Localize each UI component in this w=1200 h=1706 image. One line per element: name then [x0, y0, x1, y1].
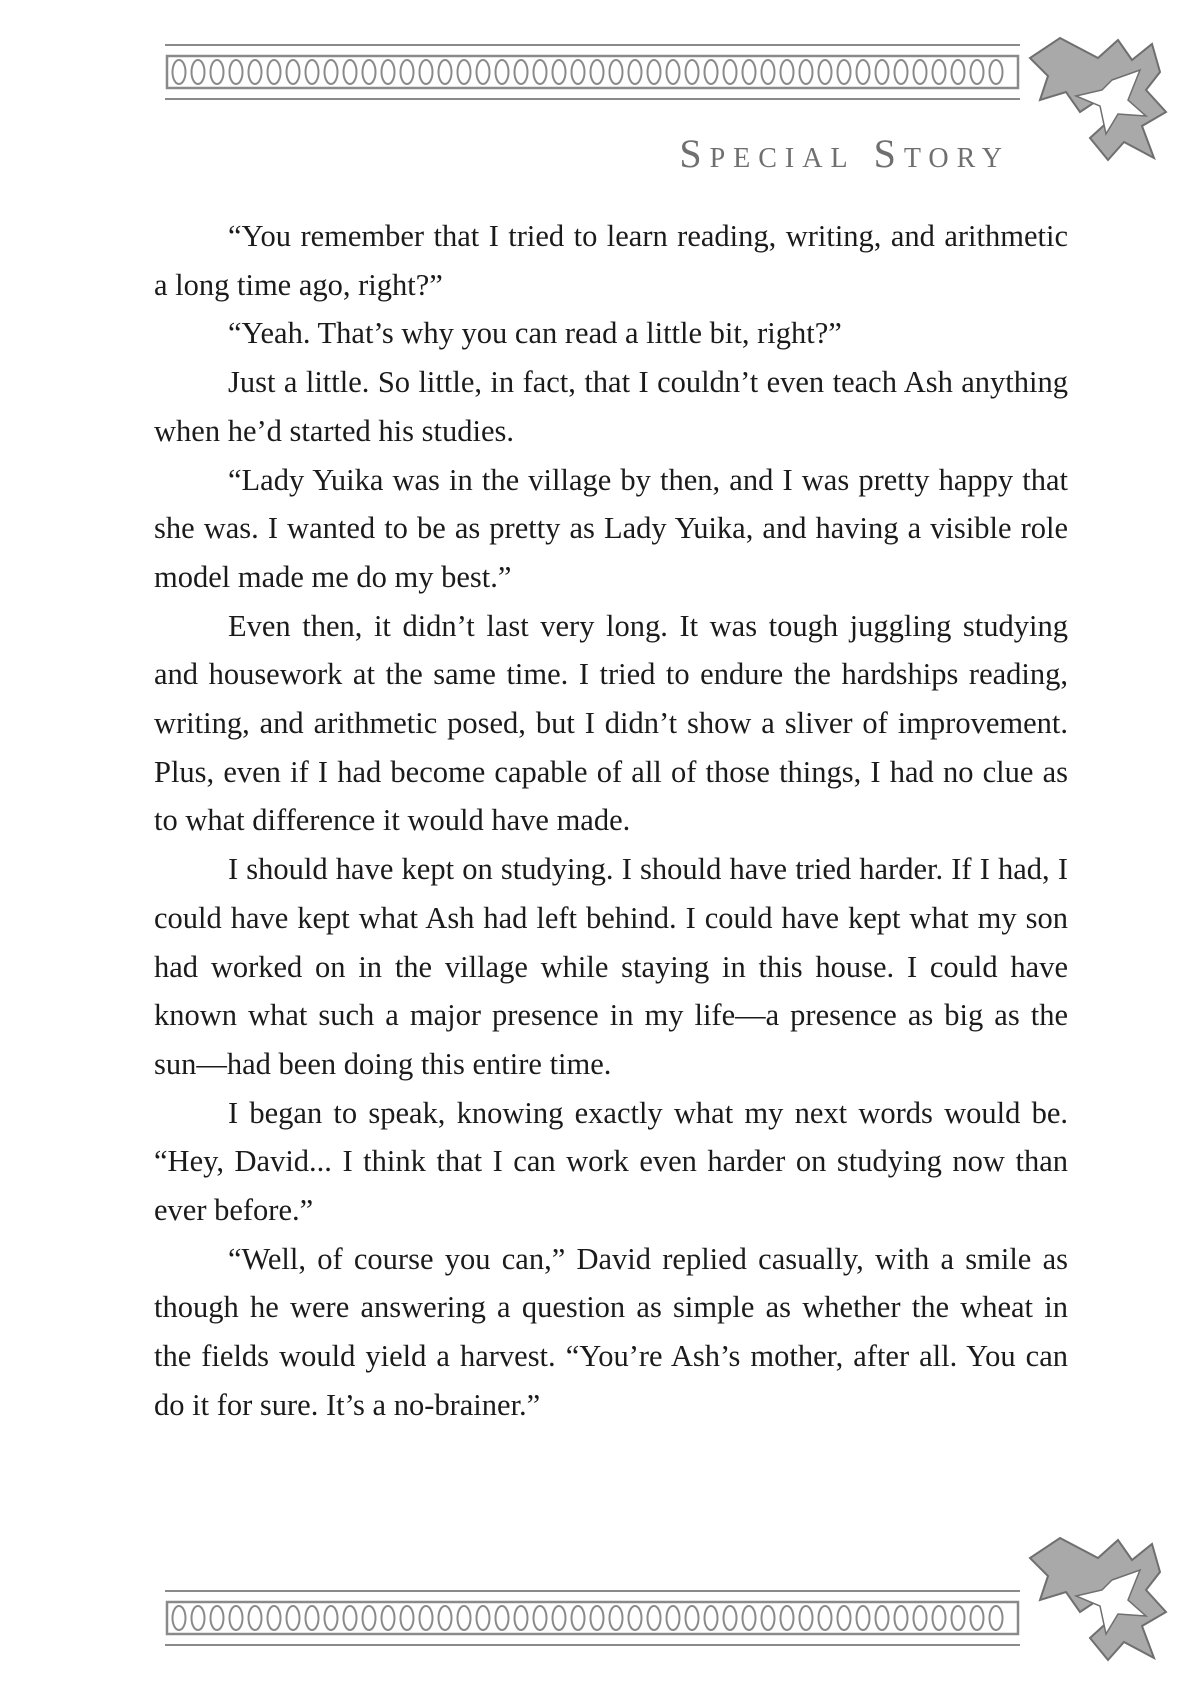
- decorative-corner-icon: [1020, 30, 1170, 180]
- top-corner-ornament: [1020, 30, 1170, 180]
- top-ornamental-border: [165, 42, 1020, 102]
- paragraph: Just a little. So little, in fact, that I couldn’t even teach Ash anything when he’d started his studies.: [154, 365, 1068, 448]
- bottom-corner-ornament: [1020, 1530, 1170, 1680]
- decorative-corner-icon: [1020, 1530, 1170, 1680]
- paragraph: “You remember that I tried to learn reading, writing, and arithmetic a long time ago, right?”: [154, 219, 1068, 302]
- paragraph: “Lady Yuika was in the village by then, and I was pretty happy that she was. I wanted to be as pretty as Lady Yuika, and having a visible role model made me do my best.”: [154, 462, 1068, 594]
- ornamental-border-icon: [165, 42, 1020, 102]
- paragraph: “Yeah. That’s why you can read a little bit, right?”: [228, 316, 842, 351]
- paragraph: Even then, it didn’t last very long. It was tough juggling studying and housework at the same time. I tried to endure the hardships reading, writing, and arithmetic posed, but I didn’t show a sliver of improvement. Plus, even if I had become capable of all of those things, I had no clue as to what difference it would have made.: [154, 608, 1068, 838]
- ornamental-border-icon: [165, 1588, 1020, 1648]
- paragraph: “Well, of course you can,” David replied casually, with a smile as though he were answering a question as simple as whether the wheat in the fields would yield a harvest. “You’re Ash’s mother, after all. You can do it for sure. It’s a no-brainer.”: [154, 1241, 1068, 1422]
- paragraph: I should have kept on studying. I should have tried harder. If I had, I could have kept what Ash had left behind. I could have kept what my son had worked on in the village while staying in this house. I could have known what such a major presence in my life—a presence as big as the sun—had been doing this entire time.: [154, 852, 1068, 1081]
- story-text: [154, 212, 1068, 1430]
- paragraph: I began to speak, knowing exactly what my next words would be. “Hey, David... I think that I can work even harder on studying now than ever before.”: [154, 1095, 1068, 1228]
- running-head: Special Story: [679, 131, 1010, 176]
- bottom-ornamental-border: [165, 1588, 1020, 1648]
